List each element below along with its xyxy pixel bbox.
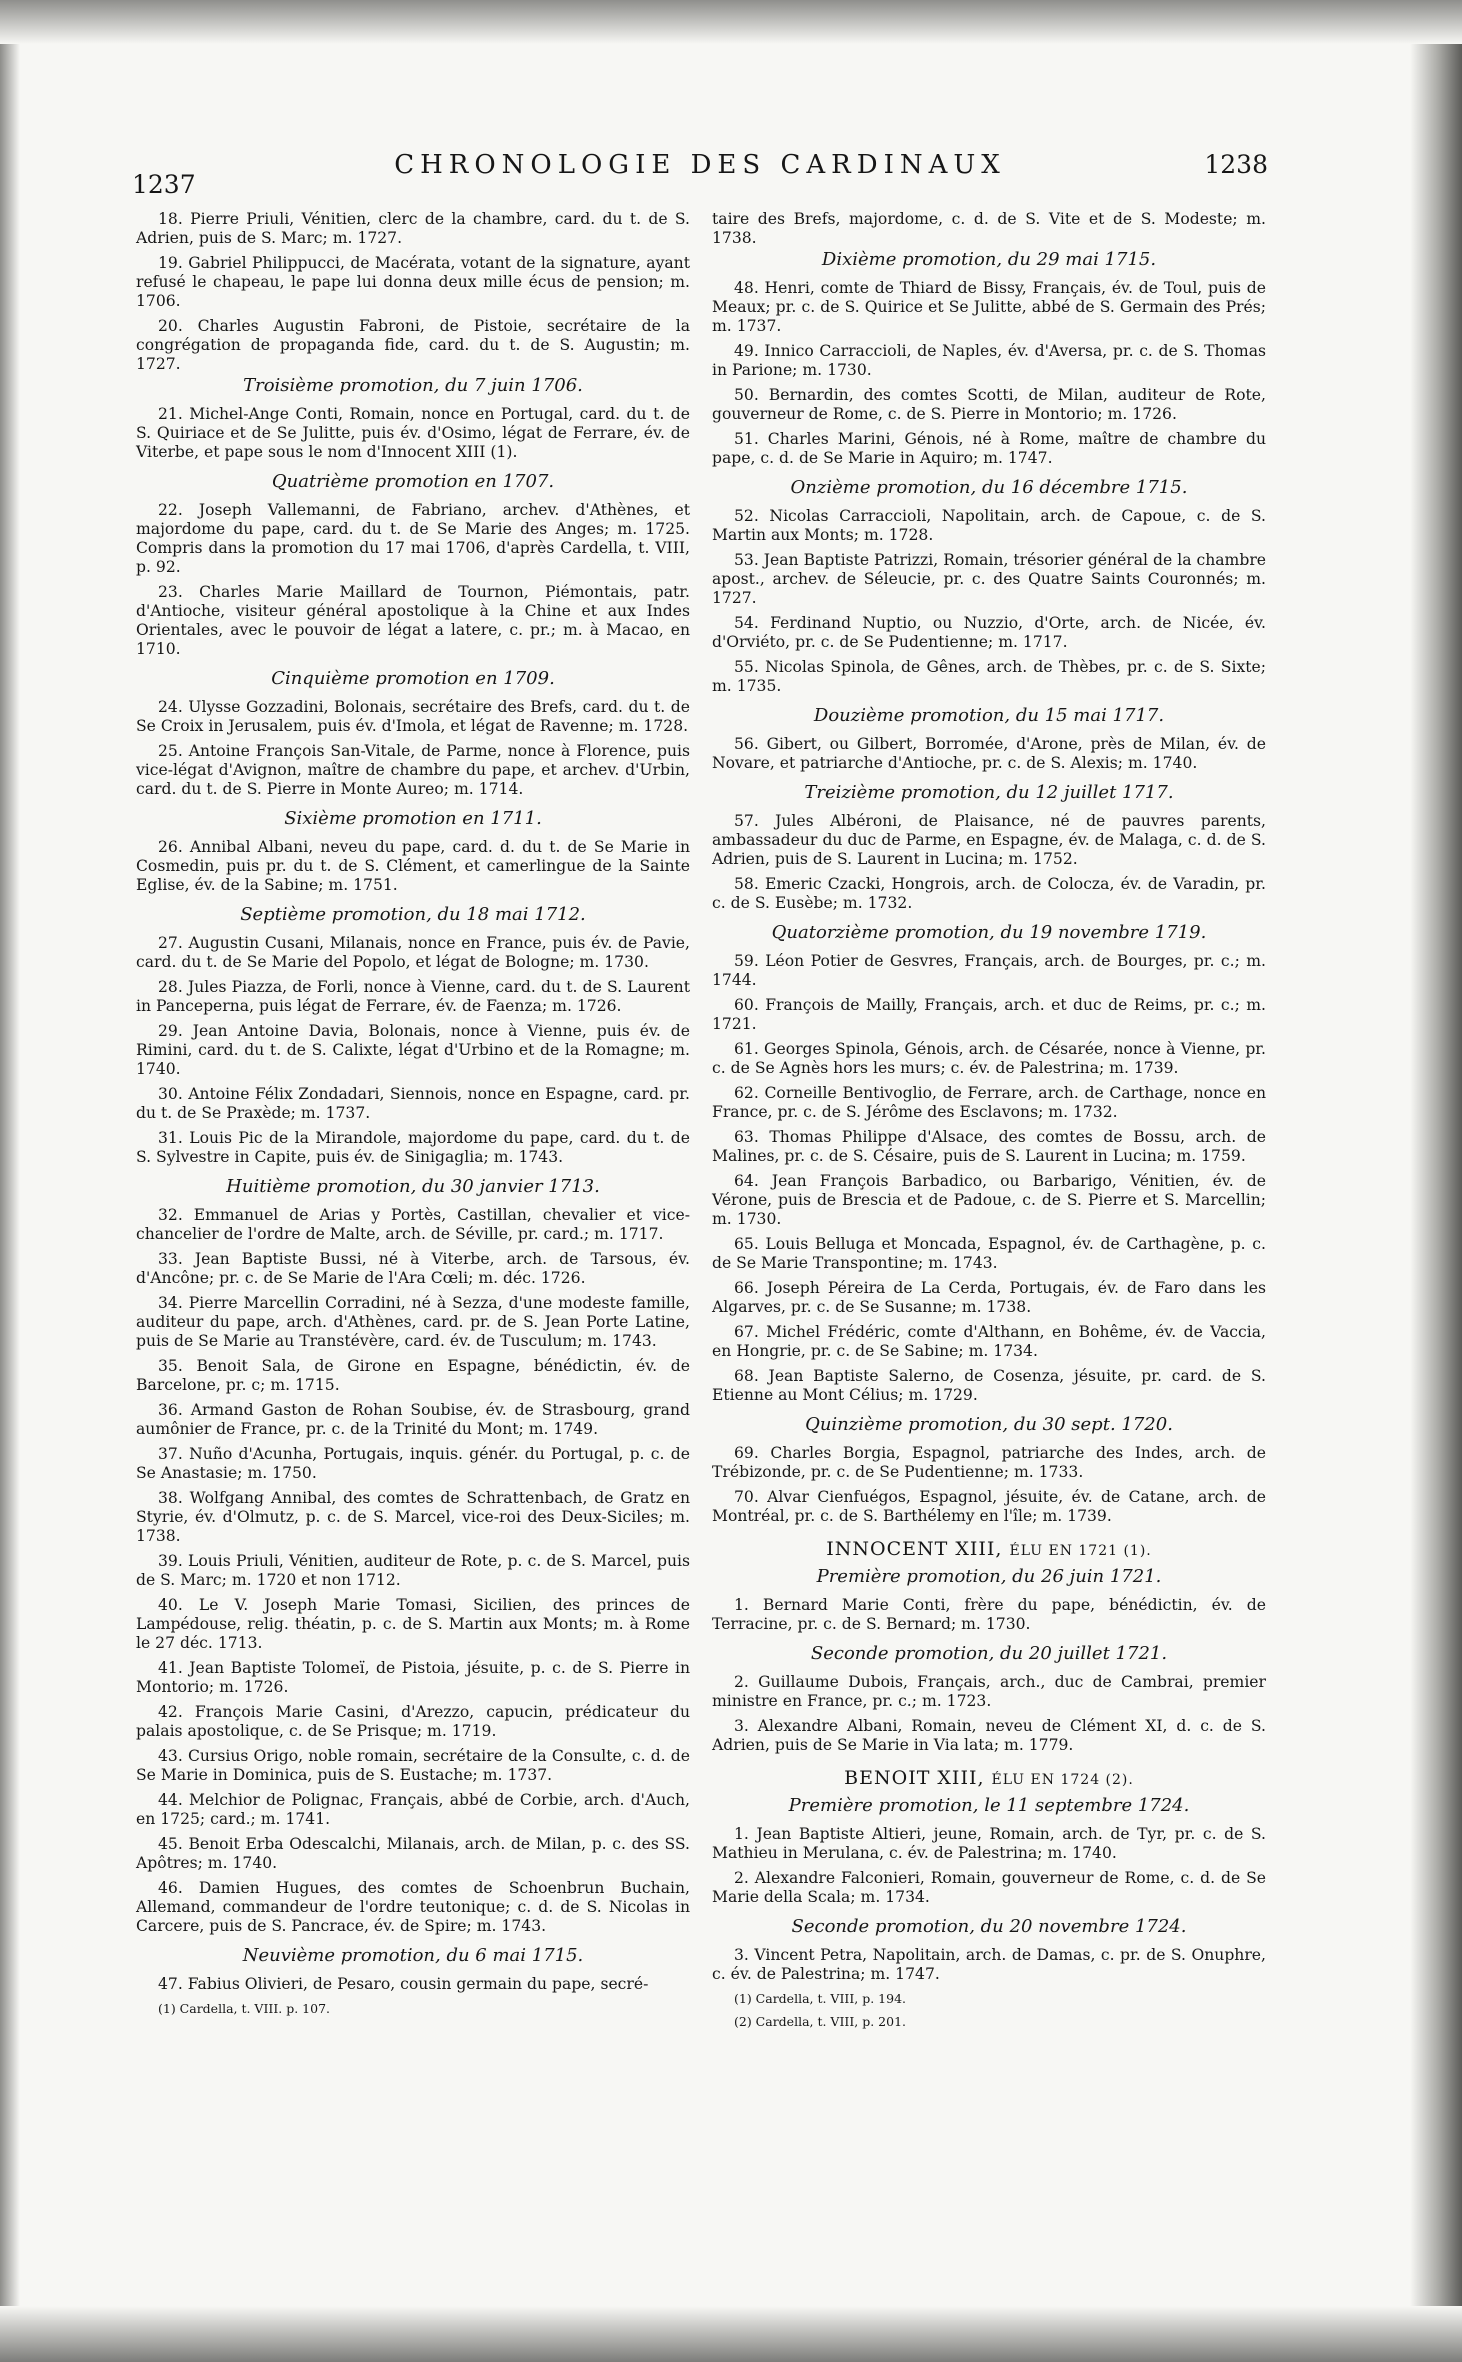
scan-shadow-left <box>0 0 20 2362</box>
scan-shadow-bottom <box>0 2306 1462 2362</box>
entry-benoit-2: 2. Alexandre Falconieri, Romain, gouverneur de Rome, c. d. de Se Marie della Scala; m. 1734. <box>712 1869 1266 1906</box>
entry-innocent-1: 1. Bernard Marie Conti, frère du pape, bénédictin, év. de Terracine, pr. c. de S. Bernard; m. 1730. <box>712 1596 1266 1633</box>
entry-65: 65. Louis Belluga et Moncada, Espagnol, év. de Carthagène, p. c. de Se Marie Transpontine; m. 1743. <box>712 1235 1266 1272</box>
entry-47: 47. Fabius Olivieri, de Pesaro, cousin germain du pape, secré- <box>158 1975 649 1993</box>
promotion-heading: Dixième promotion, du 29 mai 1715. <box>821 249 1157 270</box>
page-number-right: 1238 <box>1204 150 1268 179</box>
entry-66: 66. Joseph Péreira de La Cerda, Portugais, év. de Faro dans les Algarves, pr. c. de Se Susanne; m. 1738. <box>712 1279 1266 1316</box>
entry-42: 42. François Marie Casini, d'Arezzo, capucin, prédicateur du palais apostolique, c. de Se Prisque; m. 1719. <box>136 1703 690 1740</box>
entry-52: 52. Nicolas Carraccioli, Napolitain, arch. de Capoue, c. de S. Martin aux Monts; m. 1728. <box>712 507 1266 544</box>
scan-shadow-top <box>0 0 1462 44</box>
pope-election: ÉLU EN 1721 (1). <box>1009 1543 1152 1559</box>
pope-name: BENOIT XIII, <box>844 1767 985 1789</box>
page-number-left: 1237 <box>132 170 196 199</box>
entry-68: 68. Jean Baptiste Salerno, de Cosenza, jésuite, pr. card. de S. Etienne au Mont Célius; m. 1729. <box>712 1367 1266 1404</box>
entry-58: 58. Emeric Czacki, Hongrois, arch. de Colocza, év. de Varadin, pr. c. de S. Eusèbe; m. 1732. <box>712 875 1266 912</box>
entry-innocent-2: 2. Guillaume Dubois, Français, arch., duc de Cambrai, premier ministre en France, pr. c.; m. 1723. <box>712 1673 1266 1710</box>
entry-39: 39. Louis Priuli, Vénitien, auditeur de Rote, p. c. de S. Marcel, puis de S. Marc; m. 1720 et non 1712. <box>136 1552 690 1589</box>
entry-benoit-3: 3. Vincent Petra, Napolitain, arch. de Damas, c. pr. de S. Onuphre, c. év. de Palestrina; m. 1747. <box>712 1946 1266 1983</box>
entry-35: 35. Benoit Sala, de Girone en Espagne, bénédictin, év. de Barcelone, pr. c; m. 1715. <box>136 1357 690 1394</box>
entry-45: 45. Benoit Erba Odescalchi, Milanais, arch. de Milan, p. c. des SS. Apôtres; m. 1740. <box>136 1835 690 1872</box>
entry-40: 40. Le V. Joseph Marie Tomasi, Sicilien, des princes de Lampédouse, relig. théatin, p. c. de S. Martin aux Monts; m. à Rome le 27 déc. 1713. <box>136 1596 690 1652</box>
entry-49: 49. Innico Carraccioli, de Naples, év. d'Aversa, pr. c. de S. Thomas in Parione; m. 1730. <box>712 342 1266 379</box>
entry-62: 62. Corneille Bentivoglio, de Ferrare, arch. de Carthage, nonce en France, pr. c. de S. Jérôme des Esclavons; m. 1732. <box>712 1084 1266 1121</box>
entry-59: 59. Léon Potier de Gesvres, Français, arch. de Bourges, pr. c.; m. 1744. <box>712 952 1266 989</box>
entry-46: 46. Damien Hugues, des comtes de Schoenbrun Buchain, Allemand, commandeur de l'ordre teutonique; c. d. de S. Nicolas in Carcere, puis de S. Pancrace, év. de Spire; m. 1743. <box>136 1879 690 1935</box>
promotion-heading: Huitième promotion, du 30 janvier 1713. <box>226 1176 600 1197</box>
promotion-heading: Seconde promotion, du 20 novembre 1724. <box>791 1916 1187 1937</box>
entry-69: 69. Charles Borgia, Espagnol, patriarche des Indes, arch. de Trébizonde, pr. c. de Se Pudentienne; m. 1733. <box>712 1444 1266 1481</box>
entry-27: 27. Augustin Cusani, Milanais, nonce en France, puis év. de Pavie, card. du t. de Se Marie del Popolo, et légat de Bologne; m. 1730. <box>136 934 690 971</box>
entry-67: 67. Michel Frédéric, comte d'Althann, en Bohême, év. de Vaccia, en Hongrie, pr. c. de Se Sabine; m. 1734. <box>712 1323 1266 1360</box>
pope-name: INNOCENT XIII, <box>826 1538 1003 1560</box>
entry-30: 30. Antoine Félix Zondadari, Siennois, nonce en Espagne, card. pr. du t. de Se Praxède; m. 1737. <box>136 1085 690 1122</box>
entry-22: 22. Joseph Vallemanni, de Fabriano, archev. d'Athènes, et majordome du pape, card. du t. de Se Marie des Anges; m. 1725. Compris dans la promotion du 17 mai 1706, d'après Cardella, t. VIII, p. 92. <box>136 501 690 576</box>
entry-23: 23. Charles Marie Maillard de Tournon, Piémontais, patr. d'Antioche, visiteur général apostolique à la Chine et aux Indes Orientales, avec le pouvoir de légat a latere, c. pr.; m. à Macao, en 1710. <box>136 583 690 658</box>
entry-37: 37. Nuño d'Acunha, Portugais, inquis. génér. du Portugal, p. c. de Se Anastasie; m. 1750. <box>136 1445 690 1482</box>
entry-51: 51. Charles Marini, Génois, né à Rome, maître de chambre du pape, c. d. de Se Marie in Aquiro; m. 1747. <box>712 430 1266 467</box>
entry-26: 26. Annibal Albani, neveu du pape, card. d. du t. de Se Marie in Cosmedin, puis pr. du t. de S. Clément, et camerlingue de la Sainte Eglise, év. de la Sabine; m. 1751. <box>136 838 690 894</box>
promotion-heading: Quinzième promotion, du 30 sept. 1720. <box>805 1414 1173 1435</box>
entry-benoit-1: 1. Jean Baptiste Altieri, jeune, Romain, arch. de Tyr, pr. c. de S. Mathieu in Merulana, c. év. de Palestrina; m. 1740. <box>712 1825 1266 1862</box>
entry-32: 32. Emmanuel de Arias y Portès, Castillan, chevalier et vice-chancelier de l'ordre de Malte, arch. de Séville, pr. card.; m. 1717. <box>136 1206 690 1243</box>
entry-21: 21. Michel-Ange Conti, Romain, nonce en Portugal, card. du t. de S. Quiriace et de Se Julitte, puis év. d'Osimo, légat de Ferrare, év. de Viterbe, et pape sous le nom d'Innocent XIII (1). <box>136 405 690 461</box>
entry-53: 53. Jean Baptiste Patrizzi, Romain, trésorier général de la chambre apost., archev. de Séleucie, pr. c. des Quatre Saints Couronnés; m. 1727. <box>712 551 1266 607</box>
entry-20: 20. Charles Augustin Fabroni, de Pistoie, secrétaire de la congrégation de propaganda fide, card. du t. de S. Augustin; m. 1727. <box>136 317 690 373</box>
promotion-heading: Seconde promotion, du 20 juillet 1721. <box>810 1643 1168 1664</box>
entry-innocent-3: 3. Alexandre Albani, Romain, neveu de Clément XI, d. c. de S. Adrien, puis de Se Marie in Via lata; m. 1779. <box>712 1717 1266 1754</box>
entry-56: 56. Gibert, ou Gilbert, Borromée, d'Arone, près de Milan, év. de Novare, et patriarche d'Antioche, pr. c. de S. Alexis; m. 1740. <box>712 735 1266 772</box>
entry-18: 18. Pierre Priuli, Vénitien, clerc de la chambre, card. du t. de S. Adrien, puis de S. Marc; m. 1727. <box>136 210 690 247</box>
pope-heading <box>712 1540 1266 1561</box>
entry-54: 54. Ferdinand Nuptio, ou Nuzzio, d'Orte, arch. de Nicée, év. d'Orviéto, pr. c. de Se Pudentienne; m. 1717. <box>712 614 1266 651</box>
scan-shadow-right <box>1410 0 1462 2362</box>
entry-34: 34. Pierre Marcellin Corradini, né à Sezza, d'une modeste famille, auditeur du pape, arch. d'Athènes, card. pr. de S. Jean Porte Latine, puis de Se Marie au Transtévère, card. év. de Tusculum; m. 1743. <box>136 1294 690 1350</box>
entry-60: 60. François de Mailly, Français, arch. et duc de Reims, pr. c.; m. 1721. <box>712 996 1266 1033</box>
promotion-heading: Treizième promotion, du 12 juillet 1717. <box>804 782 1174 803</box>
entry-36: 36. Armand Gaston de Rohan Soubise, év. de Strasbourg, grand aumônier de France, pr. c. de la Trinité du Mont; m. 1749. <box>136 1401 690 1438</box>
promotion-heading: Sixième promotion en 1711. <box>284 808 542 829</box>
entry-61: 61. Georges Spinola, Génois, arch. de Césarée, nonce à Vienne, pr. c. de Se Agnès hors les murs; c. év. de Palestrina; m. 1739. <box>712 1040 1266 1077</box>
entry-31: 31. Louis Pic de la Mirandole, majordome du pape, card. du t. de S. Sylvestre in Capite, puis év. de Sinigaglia; m. 1743. <box>136 1129 690 1166</box>
entry-57: 57. Jules Albéroni, de Plaisance, né de pauvres parents, ambassadeur du duc de Parme, en Espagne, év. de Malaga, c. d. de S. Adrien, puis de S. Laurent in Lucina; m. 1752. <box>712 812 1266 868</box>
entry-25: 25. Antoine François San-Vitale, de Parme, nonce à Florence, puis vice-légat d'Avignon, maître de chambre du pape, et archev. d'Urbin, card. du t. de S. Pierre in Monte Aureo; m. 1714. <box>136 742 690 798</box>
entry-44: 44. Melchior de Polignac, Français, abbé de Corbie, arch. d'Auch, en 1725; card.; m. 1741. <box>136 1791 690 1828</box>
promotion-heading: Onzième promotion, du 16 décembre 1715. <box>790 477 1188 498</box>
entry-64: 64. Jean François Barbadico, ou Barbarigo, Vénitien, év. de Vérone, puis de Brescia et de Padoue, c. de S. Pierre et S. Marcellin; m. 1730. <box>712 1172 1266 1228</box>
promotion-heading: Première promotion, du 26 juin 1721. <box>816 1566 1162 1587</box>
entry-70: 70. Alvar Cienfuégos, Espagnol, jésuite, év. de Catane, arch. de Montréal, pr. c. de S. Barthélemy en l'île; m. 1739. <box>712 1488 1266 1525</box>
entry-47-continued: taire des Brefs, majordome, c. d. de S. Vite et de S. Modeste; m. 1738. <box>712 210 1266 247</box>
entry-41: 41. Jean Baptiste Tolomeï, de Pistoia, jésuite, p. c. de S. Pierre in Montorio; m. 1726. <box>136 1659 690 1696</box>
column-left <box>136 210 690 2023</box>
footnote: (1) Cardella, t. VIII, p. 194. <box>734 1991 907 2006</box>
promotion-heading: Septième promotion, du 18 mai 1712. <box>240 904 586 925</box>
entry-38: 38. Wolfgang Annibal, des comtes de Schrattenbach, de Gratz en Styrie, év. d'Olmutz, p. c. de S. Marcel, vice-roi des Deux-Siciles; m. 1738. <box>136 1489 690 1545</box>
entry-33: 33. Jean Baptiste Bussi, né à Viterbe, arch. de Tarsous, év. d'Ancône; pr. c. de Se Marie de l'Ara Cœli; m. déc. 1726. <box>136 1250 690 1287</box>
column-right <box>712 210 1266 2036</box>
promotion-heading: Quatrième promotion en 1707. <box>271 471 555 492</box>
footnote: (1) Cardella, t. VIII. p. 107. <box>158 2001 331 2016</box>
pope-election: ÉLU EN 1724 (2). <box>991 1772 1134 1788</box>
promotion-heading: Douzième promotion, du 15 mai 1717. <box>813 705 1165 726</box>
promotion-heading: Neuvième promotion, du 6 mai 1715. <box>242 1945 584 1966</box>
promotion-heading: Première promotion, le 11 septembre 1724. <box>788 1795 1190 1816</box>
footnote: (2) Cardella, t. VIII, p. 201. <box>734 2014 907 2029</box>
entry-55: 55. Nicolas Spinola, de Gênes, arch. de Thèbes, pr. c. de S. Sixte; m. 1735. <box>712 658 1266 695</box>
promotion-heading: Cinquième promotion en 1709. <box>271 668 555 689</box>
entry-28: 28. Jules Piazza, de Forli, nonce à Vienne, card. du t. de S. Laurent in Panceperna, puis légat de Ferrare, év. de Faenza; m. 1726. <box>136 978 690 1015</box>
entry-48: 48. Henri, comte de Thiard de Bissy, Français, év. de Toul, puis de Meaux; pr. c. de S. Quirice et Se Julitte, abbé de S. Germain des Prés; m. 1737. <box>712 279 1266 335</box>
entry-63: 63. Thomas Philippe d'Alsace, des comtes de Bossu, arch. de Malines, pr. c. de S. Césaire, puis de S. Laurent in Lucina; m. 1759. <box>712 1128 1266 1165</box>
entry-43: 43. Cursius Origo, noble romain, secrétaire de la Consulte, c. d. de Se Marie in Dominica, puis de S. Eustache; m. 1737. <box>136 1747 690 1784</box>
promotion-heading: Quatorzième promotion, du 19 novembre 1719. <box>771 922 1207 943</box>
page-header <box>132 150 1268 199</box>
entry-29: 29. Jean Antoine Davia, Bolonais, nonce à Vienne, puis év. de Rimini, card. du t. de S. Calixte, légat d'Urbino et de la Romagne; m. 1740. <box>136 1022 690 1078</box>
entry-50: 50. Bernardin, des comtes Scotti, de Milan, auditeur de Rote, gouverneur de Rome, c. de S. Pierre in Montorio; m. 1726. <box>712 386 1266 423</box>
pope-heading <box>712 1769 1266 1790</box>
entry-19: 19. Gabriel Philippucci, de Macérata, votant de la signature, ayant refusé le chapeau, le pape lui donna deux mille écus de pension; m. 1706. <box>136 254 690 310</box>
running-title: CHRONOLOGIE DES CARDINAUX <box>394 150 1006 180</box>
entry-24: 24. Ulysse Gozzadini, Bolonais, secrétaire des Brefs, card. du t. de Se Croix in Jerusalem, puis év. d'Imola, et légat de Ravenne; m. 1728. <box>136 698 690 735</box>
promotion-heading: Troisième promotion, du 7 juin 1706. <box>243 375 583 396</box>
